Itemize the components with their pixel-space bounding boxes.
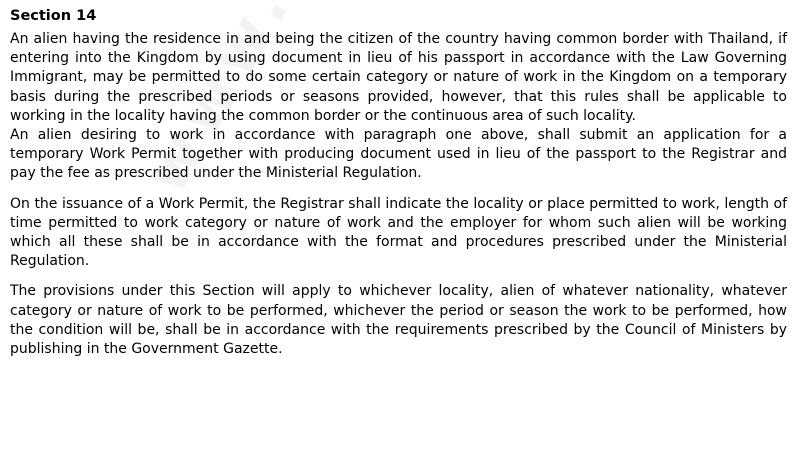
paragraph-4: [10, 282, 787, 359]
paragraph-1: [10, 30, 787, 126]
paragraph-3: [10, 195, 787, 272]
paragraph-2: [10, 126, 787, 184]
paragraph-4-text: The provisions under this Section will apply to whichever locality, alien of whatever nationality, whatever category or nature of work to be performed, whichever the period or season the work to be performed, how the condition will be, shall be in accordance with the requirements prescribed by the Council of Ministers by publishing in the Government Gazette.: [10, 283, 787, 358]
paragraph-3-text: On the issuance of a Work Permit, the Registrar shall indicate the locality or place permitted to work, length of time permitted to work category or nature of work and the employer for whom such alien will be working which all these shall be in accordance with the format and procedures prescribed under the Ministerial Regulation.: [10, 195, 787, 270]
section-title: Section 14: [10, 8, 97, 24]
paragraph-2-text: An alien desiring to work in accordance with paragraph one above, shall submit an application for a temporary Work Permit together with producing document used in lieu of the passport to the Registrar and pay the fee as prescribed under the Ministerial Regulation.: [10, 127, 787, 182]
paragraph-1-text: An alien having the residence in and being the citizen of the country having common border with Thailand, if entering into the Kingdom by using document in lieu of his passport in accordance with the Law Governing Immigrant, may be permitted to do some certain category or nature of work in the Kingdom on a temporary basis during the prescribed periods or seasons provided, however, that this rules shall be applicable to working in the locality having the common border or the continuous area of such locality.: [10, 31, 787, 124]
